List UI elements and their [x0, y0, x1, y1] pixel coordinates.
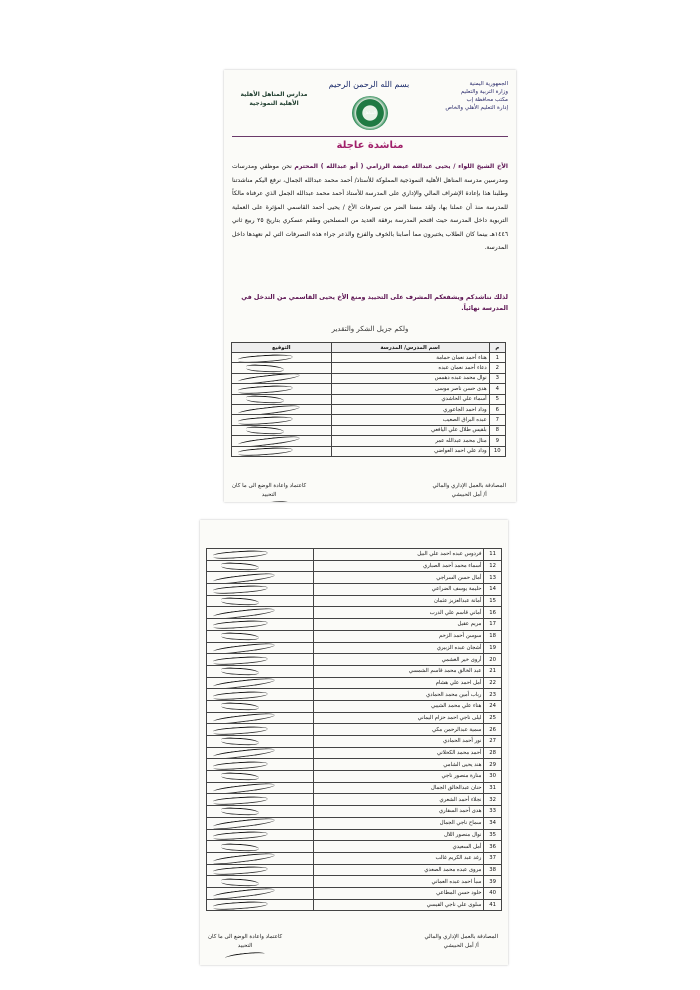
teacher-name: نوال منصور اللال: [314, 829, 484, 841]
letterhead-line: إدارة التعليم الأهلي والخاص: [445, 105, 508, 111]
table-row: [232, 446, 506, 456]
handwritten-signature: [213, 690, 268, 701]
basmala: بسم الله الرحمن الرحيم: [328, 80, 410, 89]
col-name: اسم المدرس/ المدرسة: [331, 343, 489, 353]
row-number: 34: [484, 817, 502, 829]
table-row: [207, 549, 502, 561]
col-signature: التوقيع: [232, 343, 332, 353]
appeal-statement: لذلك نناشدكم ويشفعكم المشرف على التحييد ومنع الأخ يحيى القاسمي من التدخل في المدرسة نهائياً.: [241, 294, 508, 312]
signature-table-2: [206, 548, 502, 911]
table-row: [207, 595, 502, 607]
handwritten-signature: [221, 737, 259, 746]
teacher-name: أسماء علي الحاشدي: [331, 394, 489, 404]
row-number: 28: [484, 747, 502, 759]
table-row: [207, 841, 502, 853]
teacher-name: أمل السعيدي: [314, 841, 484, 853]
teacher-name: فردوس عبده احمد علي البيل: [314, 549, 484, 561]
handwritten-signature: [213, 655, 268, 666]
handwritten-signature: [213, 642, 275, 654]
row-number: 22: [484, 677, 502, 689]
handwritten-signature: [238, 436, 300, 446]
handwritten-signature: [238, 415, 293, 425]
row-number: 9: [489, 436, 505, 446]
table-row: [232, 353, 506, 363]
signature-cell: [232, 404, 332, 414]
school-name: مدارس المناهل الأهلية: [240, 91, 308, 98]
signature-cell: [207, 817, 314, 829]
approval-subtext: التحييد: [237, 943, 253, 949]
table-row: [207, 794, 502, 806]
teacher-name: أشجان عبده الزبيري: [314, 642, 484, 654]
handwritten-signature: [221, 807, 259, 816]
teacher-name: أمال حسن السراجي: [314, 572, 484, 584]
handwritten-signature: [213, 677, 275, 689]
table-row: [207, 642, 502, 654]
handwritten-signature: [213, 782, 275, 794]
table-row: [207, 782, 502, 794]
signature-cell: [207, 560, 314, 572]
table-row: [232, 384, 506, 394]
signature-cell: [232, 373, 332, 383]
table-row: [207, 747, 502, 759]
teacher-name: هناء علي محمد الشيبي: [314, 700, 484, 712]
table-row: [232, 373, 506, 383]
handwritten-signature: [221, 597, 259, 606]
signature-cell: [207, 549, 314, 561]
table-row: [207, 630, 502, 642]
row-number: 20: [484, 654, 502, 666]
row-number: 11: [484, 549, 502, 561]
table-row: [207, 584, 502, 596]
teacher-name: رغد عبد الكريم غالب: [314, 852, 484, 864]
row-number: 35: [484, 829, 502, 841]
signature-cell: [232, 436, 332, 446]
teacher-name: سماح ناجي الجمال: [314, 817, 484, 829]
approval-note: [208, 933, 282, 959]
row-number: 6: [489, 404, 505, 414]
signature-cell: [232, 363, 332, 373]
recipient-line: الأخ الشيخ اللواء / يحيى عبدالله عيضة الرزامي ( أبو عبدالله ) المحترم: [294, 163, 509, 170]
teacher-name: سمية عبدالرحمن مكي: [314, 724, 484, 736]
row-number: 18: [484, 630, 502, 642]
handwritten-signature: [246, 364, 284, 373]
signature-cell: [232, 446, 332, 456]
teacher-name: بلقيس طلال علي اليافعي: [331, 425, 489, 435]
handwritten-signature: [221, 632, 259, 641]
row-number: 7: [489, 415, 505, 425]
handwritten-signature: [238, 353, 293, 363]
teacher-name: وداد احمد الجاعوري: [331, 404, 489, 414]
certifier-name: أ/ أمل الحبيشي: [443, 943, 479, 949]
row-number: 30: [484, 771, 502, 783]
teacher-name: مريم عقيل: [314, 619, 484, 631]
row-number: 15: [484, 595, 502, 607]
table-row: [207, 712, 502, 724]
signature-cell: [207, 595, 314, 607]
signature-cell: [207, 864, 314, 876]
row-number: 33: [484, 806, 502, 818]
signature-cell: [207, 876, 314, 888]
handwritten-signature: [213, 795, 268, 806]
signature-cell: [232, 384, 332, 394]
row-number: 31: [484, 782, 502, 794]
row-number: 32: [484, 794, 502, 806]
teacher-name: خلود حسن المطاعي: [314, 887, 484, 899]
signature-cell: [207, 677, 314, 689]
handwritten-signature: [213, 887, 275, 899]
handwritten-signature: [238, 446, 293, 456]
table-header-row: [232, 343, 506, 353]
school-subtitle: الأهلية النموذجية: [249, 100, 299, 107]
teacher-name: نجلاء أحمد الشعري: [314, 794, 484, 806]
handwritten-signature: [238, 404, 300, 414]
row-number: 27: [484, 736, 502, 748]
table-row: [207, 876, 502, 888]
document-page-2: [200, 520, 508, 965]
signature-cell: [207, 852, 314, 864]
signature-cell: [207, 806, 314, 818]
letterhead-line: وزارة التربية والتعليم: [460, 89, 508, 95]
approval-note: [232, 482, 306, 502]
handwritten-signature: [221, 562, 259, 571]
signature-cell: [207, 572, 314, 584]
table-row: [232, 425, 506, 435]
letter-body: [232, 160, 508, 255]
row-number: 1: [489, 353, 505, 363]
signature-cell: [207, 654, 314, 666]
approval-subtext: التحييد: [261, 492, 277, 498]
teacher-name: عبد الخالق محمد قاسم الشمسي: [314, 665, 484, 677]
handwritten-signature: [213, 620, 268, 631]
handwritten-signature: [221, 667, 259, 676]
teacher-name: سوسن أحمد الزحم: [314, 630, 484, 642]
table-row: [207, 864, 502, 876]
row-number: 12: [484, 560, 502, 572]
teacher-name: أمانة عبدالعزيز عثمان: [314, 595, 484, 607]
row-number: 37: [484, 852, 502, 864]
table-row: [207, 852, 502, 864]
signature-cell: [207, 759, 314, 771]
signature-cell: [207, 782, 314, 794]
handwritten-signature: [238, 373, 300, 383]
handwritten-signature: [246, 426, 284, 435]
teacher-name: رباب أمين محمد الحمادي: [314, 689, 484, 701]
teacher-name: سبأ احمد عبده العماني: [314, 876, 484, 888]
letterhead-left: [234, 90, 314, 108]
certification-text: المصادقة بالعمل الإداري والمالي: [432, 483, 506, 489]
handwritten-signature: [221, 843, 259, 852]
teacher-name: ليلى ناجي احمد حزام اليماني: [314, 712, 484, 724]
teacher-name: نوال محمد عبده دهمس: [331, 373, 489, 383]
table-row: [207, 899, 502, 911]
table-row: [207, 806, 502, 818]
teacher-name: عبده البراق الصعيب: [331, 415, 489, 425]
certifier-name: أ/ أمل الحبيشي: [451, 492, 487, 498]
row-number: 36: [484, 841, 502, 853]
teacher-name: نور أحمد الحمادي: [314, 736, 484, 748]
teacher-name: هدى حسن ناصر موسى: [331, 384, 489, 394]
teacher-name: أروى خير الغشمي: [314, 654, 484, 666]
row-number: 3: [489, 373, 505, 383]
teacher-name: مروى عبده محمد الصعدي: [314, 864, 484, 876]
signature-cell: [207, 747, 314, 759]
row-number: 26: [484, 724, 502, 736]
handwritten-signature: [213, 900, 268, 911]
row-number: 17: [484, 619, 502, 631]
letterhead-line: مكتب محافظة إب: [466, 97, 508, 103]
signature-cell: [207, 712, 314, 724]
table-row: [207, 724, 502, 736]
signature-cell: [207, 887, 314, 899]
handwritten-signature: [213, 747, 275, 759]
signature-cell: [207, 899, 314, 911]
row-number: 21: [484, 665, 502, 677]
letter-paragraph: نحن موظفي ومدرسات ومدرسين مدرسة المناهل الأهلية النموذجية المملوكة للأستاذ/ أحمد محمد عبدالله الجمال، نرفع اليكم مناشدتنا وطلبنا هذا بإعادة الإشراف المالي والإداري على المدرسة للأستاذ أحمد محمد عبدالله الجمل الذي عرفناه مالكاً للمدرسة منذ أن عملنا بها، ولقد مسنا الضر من تصرفات الأخ / يحيى أحمد القاسمي المؤثرة على العملية التربوية داخل المدرسة حيث اقتحم المدرسة برفقة العديد من المسلحين وطقم عسكري بتاريخ ٢٥ ربيع ثاني ١٤٤٦هـ بينما كان الطلاب يختبرون مما أصابنا بالخوف والفزع والذعر جراء هذه التصرفات التي لم نعهدها داخل المدرسة.: [232, 163, 508, 251]
signature-cell: [207, 724, 314, 736]
teacher-name: هناء أحمد نعمان حمامة: [331, 353, 489, 363]
row-number: 16: [484, 607, 502, 619]
handwritten-signature: [213, 817, 275, 829]
row-number: 4: [489, 384, 505, 394]
handwritten-signature: [213, 584, 268, 595]
approval-text: كاعتماد واعادة الوضع الى ما كان: [208, 934, 283, 940]
row-number: 41: [484, 899, 502, 911]
row-number: 25: [484, 712, 502, 724]
handwritten-signature: [213, 760, 268, 771]
handwritten-signature: [213, 852, 275, 864]
row-number: 14: [484, 584, 502, 596]
table-row: [232, 436, 506, 446]
teacher-name: أماني قاسم علي الدرب: [314, 607, 484, 619]
table-row: [232, 404, 506, 414]
handwritten-signature: [213, 865, 268, 876]
handwritten-signature: [213, 830, 268, 841]
school-logo-text: المناهل: [363, 110, 377, 115]
handwritten-signature: [221, 878, 259, 887]
document-title: مناشدة عاجلة: [336, 140, 404, 151]
table-row: [207, 654, 502, 666]
table-row: [207, 560, 502, 572]
teacher-name: وداد علي احمد العواضي: [331, 446, 489, 456]
row-number: 2: [489, 363, 505, 373]
handwritten-signature: [213, 712, 275, 724]
signature-cell: [207, 642, 314, 654]
handwritten-signature: [221, 772, 259, 781]
signature-table-1: [231, 342, 506, 457]
table-row: [207, 759, 502, 771]
teacher-name: حليمة يوسف الضراعي: [314, 584, 484, 596]
table-row: [207, 665, 502, 677]
handwritten-signature: [213, 572, 275, 584]
table-row: [207, 677, 502, 689]
signature-cell: [207, 689, 314, 701]
certification-text: المصادقة بالعمل الإداري والمالي: [424, 934, 498, 940]
teacher-name: دعاء أحمد نعمان عبده: [331, 363, 489, 373]
signature-cell: [207, 794, 314, 806]
table-row: [207, 700, 502, 712]
handwritten-signature: [246, 395, 284, 404]
teacher-name: منارة منصور ناجي: [314, 771, 484, 783]
row-number: 40: [484, 887, 502, 899]
teacher-name: أحمد محمد الكحلاني: [314, 747, 484, 759]
row-number: 39: [484, 876, 502, 888]
handwritten-signature: [238, 384, 293, 394]
table-row: [232, 394, 506, 404]
table-row: [207, 817, 502, 829]
signature-cell: [207, 841, 314, 853]
handwritten-signature: [225, 951, 265, 961]
table-row: [207, 887, 502, 899]
certification-note: [432, 482, 506, 500]
teacher-name: هند يحيى الشامي: [314, 759, 484, 771]
approval-text: كاعتماد واعادة الوضع الى ما كان: [232, 483, 307, 489]
signature-cell: [207, 619, 314, 631]
teacher-name: سلوى علي ناجي القيسي: [314, 899, 484, 911]
teacher-name: هدى أحمد السقاري: [314, 806, 484, 818]
table-row: [207, 607, 502, 619]
teacher-name: حنان عبدالخالق الجمال: [314, 782, 484, 794]
signature-cell: [232, 425, 332, 435]
teacher-name: منال محمد عبدالله عمر: [331, 436, 489, 446]
signature-cell: [207, 700, 314, 712]
signature-cell: [232, 353, 332, 363]
teacher-name: أمل احمد علي هشام: [314, 677, 484, 689]
row-number: 24: [484, 700, 502, 712]
signature-cell: [207, 829, 314, 841]
table-row: [207, 829, 502, 841]
signature-cell: [232, 394, 332, 404]
certification-note: [424, 933, 498, 951]
signature-cell: [207, 771, 314, 783]
handwritten-signature: [213, 725, 268, 736]
row-number: 8: [489, 425, 505, 435]
handwritten-signature: [213, 549, 268, 560]
row-number: 19: [484, 642, 502, 654]
row-number: 29: [484, 759, 502, 771]
row-number: 23: [484, 689, 502, 701]
signature-cell: [207, 630, 314, 642]
table-row: [232, 415, 506, 425]
header-divider: [232, 136, 508, 137]
table-row: [207, 572, 502, 584]
teacher-name: أسماء محمد أحمد الصباري: [314, 560, 484, 572]
document-page-1: [224, 70, 516, 502]
table-row: [207, 736, 502, 748]
row-number: 13: [484, 572, 502, 584]
signature-cell: [207, 607, 314, 619]
table-row: [207, 689, 502, 701]
signature-cell: [207, 665, 314, 677]
row-number: 10: [489, 446, 505, 456]
letterhead-line: الجمهورية اليمنية: [469, 81, 508, 87]
table-row: [207, 619, 502, 631]
handwritten-signature: [221, 702, 259, 711]
handwritten-signature: [249, 500, 289, 502]
col-number: م: [489, 343, 505, 353]
signature-cell: [207, 584, 314, 596]
row-number: 5: [489, 394, 505, 404]
table-row: [232, 363, 506, 373]
signature-cell: [232, 415, 332, 425]
row-number: 38: [484, 864, 502, 876]
table-row: [207, 771, 502, 783]
signature-cell: [207, 736, 314, 748]
closing-line: ولكم جزيل الشكر والتقدير: [331, 325, 409, 333]
handwritten-signature: [213, 607, 275, 619]
